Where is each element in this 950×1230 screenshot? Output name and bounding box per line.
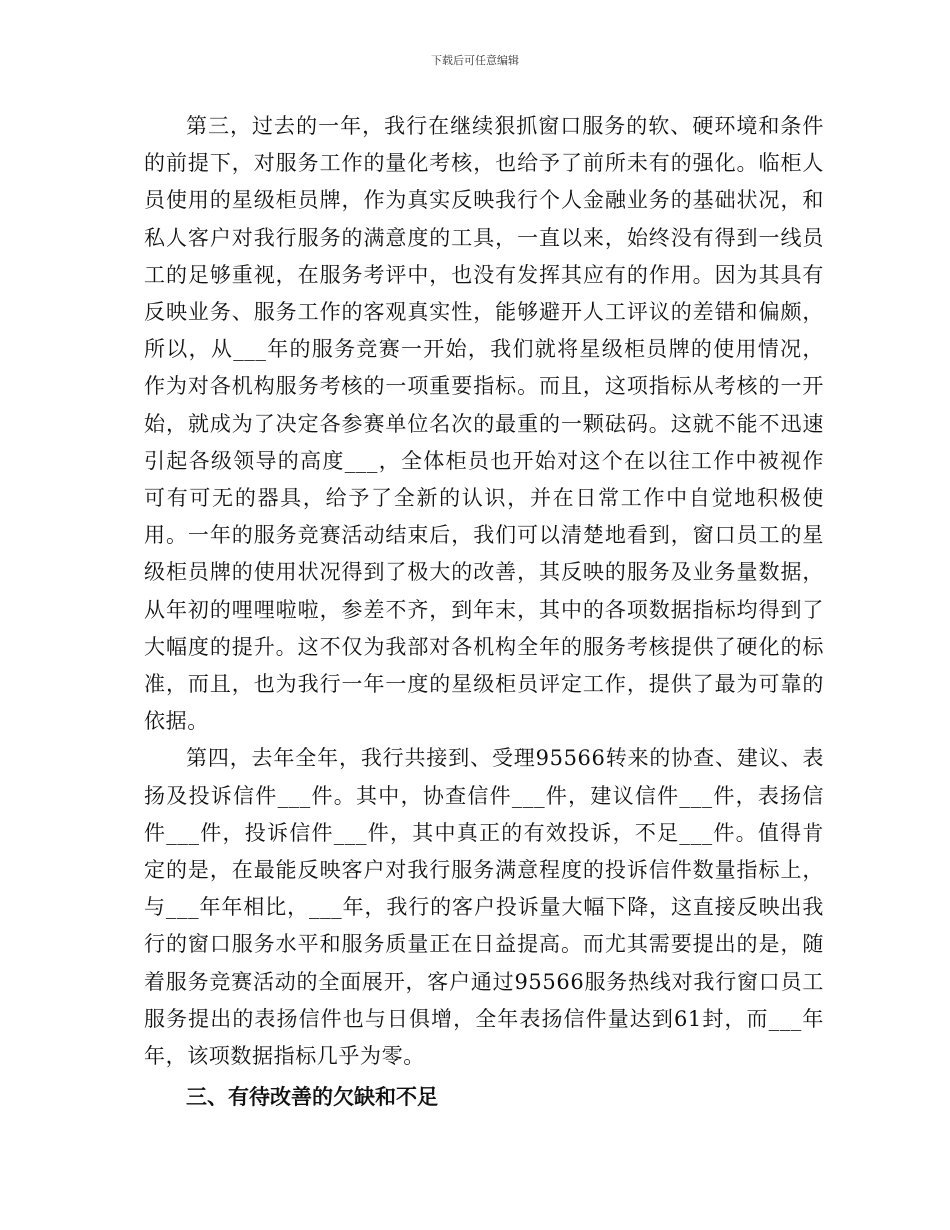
paragraph-fourth: 第四，去年全年，我行共接到、受理95566转来的协查、建议、表扬及投诉信件___件。其中，协查信件___件，建议信件___件，表扬信件___件，投诉信件___件，其中真正的有效投诉，不足___件。值得肯定的是，在最能反映客户对我行服务满意程度的投诉信件数量指标上，与___年年相比，___年，我行的客户投诉量大幅下降，这直接反映出我行的窗口服务水平和服务质量正在日益提高。而尤其需要提出的是，随着服务竞赛活动的全面展开，客户通过95566服务热线对我行窗口员工服务提出的表扬信件也与日俱增，全年表扬信件量达到61封，而___年年，该项数据指标几乎为零。 (144, 746, 824, 1069)
page-header: 下载后可任意编辑 (431, 54, 519, 67)
section-heading: 三、有待改善的欠缺和不足 (186, 1085, 438, 1110)
document-body (144, 108, 824, 1116)
paragraph-third: 第三，过去的一年，我行在继续狠抓窗口服务的软、硬环境和条件的前提下，对服务工作的量化考核，也给予了前所未有的强化。临柜人员使用的星级柜员牌，作为真实反映我行个人金融业务的基础状况，和私人客户对我行服务的满意度的工具，一直以来，始终没有得到一线员工的足够重视，在服务考评中，也没有发挥其应有的作用。因为其具有反映业务、服务工作的客观真实性，能够避开人工评议的差错和偏颇，所以，从___年的服务竞赛一开始，我们就将星级柜员牌的使用情况，作为对各机构服务考核的一项重要指标。而且，这项指标从考核的一开始，就成为了决定各参赛单位名次的最重的一颗砝码。这就不能不迅速引起各级领导的高度___，全体柜员也开始对这个在以往工作中被视作可有可无的器具，给予了全新的认识，并在日常工作中自觉地积极使用。一年的服务竞赛活动结束后，我们可以清楚地看到，窗口员工的星级柜员牌的使用状况得到了极大的改善，其反映的服务及业务量数据，从年初的哩哩啦啦，参差不齐，到年末，其中的各项数据指标均得到了大幅度的提升。这不仅为我部对各机构全年的服务考核提供了硬化的标准，而且，也为我行一年一度的星级柜员评定工作，提供了最为可靠的依据。 (144, 114, 824, 734)
